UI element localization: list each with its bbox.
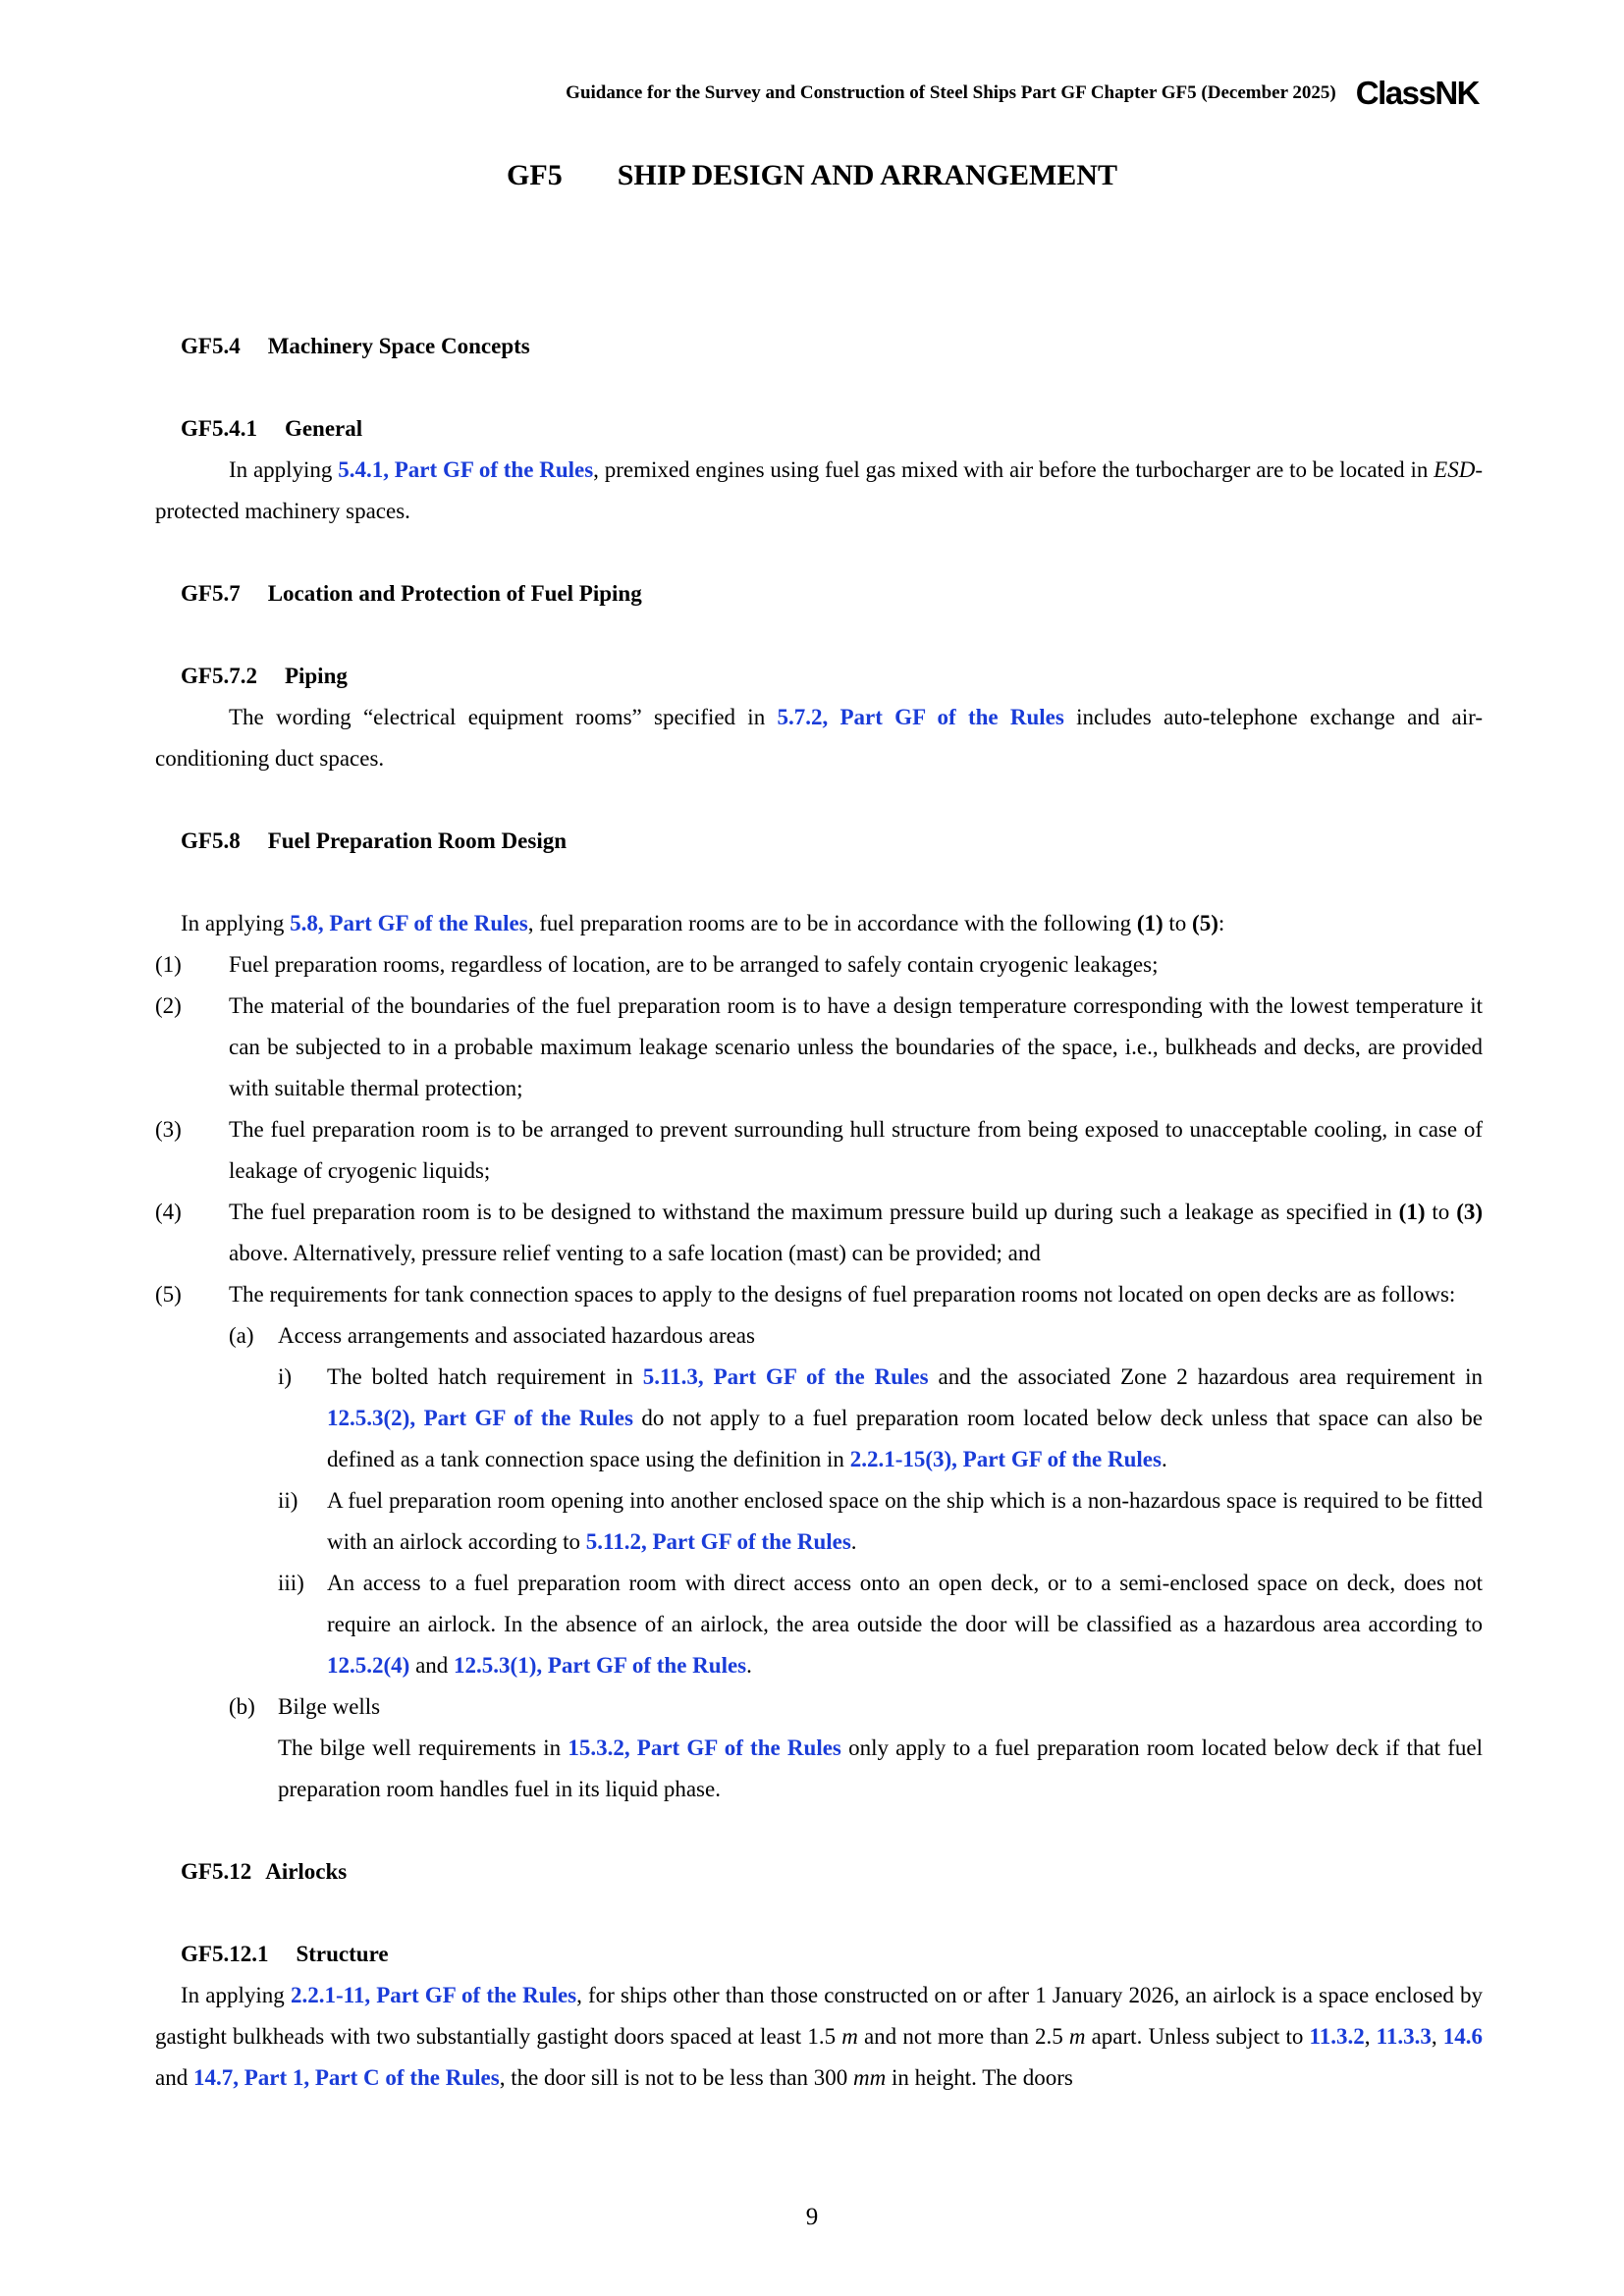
page-body	[155, 326, 1483, 2099]
rule-link[interactable]: 5.7.2, Part GF of the Rules	[777, 705, 1064, 729]
list-item: (3) The fuel preparation room is to be arranged to prevent surrounding hull structure from being exposed to unacceptable cooling, in case of leakage of cryogenic liquids;	[155, 1117, 1483, 1183]
rule-link[interactable]: 14.6	[1442, 2024, 1483, 2049]
rule-link[interactable]: 12.5.3(1), Part GF of the Rules	[454, 1653, 747, 1678]
chapter-number: GF5	[507, 159, 563, 191]
header-title: Guidance for the Survey and Construction of Steel Ships Part GF Chapter GF5 (December 2025)	[566, 81, 1336, 103]
paragraph-gf5-7-2: The wording “electrical equipment rooms” specified in 5.7.2, Part GF of the Rules includes auto-telephone exchange and air-conditioning duct spaces.	[155, 705, 1483, 771]
section-heading-gf5-12: GF5.12 Airlocks	[181, 1859, 348, 1884]
bilge-wells-text: The bilge well requirements in 15.3.2, Part GF of the Rules only apply to a fuel preparation room located below deck if that fuel preparation room handles fuel in its liquid phase.	[278, 1735, 1483, 1801]
sub-list-item: (a) Access arrangements and associated hazardous areas	[229, 1323, 755, 1348]
paragraph-gf5-4-1: In applying 5.4.1, Part GF of the Rules, premixed engines using fuel gas mixed with air before the turbocharger are to be located in ESD-protected machinery spaces.	[155, 457, 1483, 523]
rule-link[interactable]: 12.5.2(4)	[327, 1653, 410, 1678]
list-item: (4) The fuel preparation room is to be designed to withstand the maximum pressure build up during such a leakage as specified in (1) to (3) above. Alternatively, pressure relief venting to a safe location (mast) can be provided; and	[155, 1200, 1484, 1265]
classnk-logo: ClassNK	[1355, 75, 1479, 111]
rule-link[interactable]: 5.11.2, Part GF of the Rules	[585, 1529, 851, 1554]
roman-list-item: iii) An access to a fuel preparation room with direct access onto an open deck, or to a semi-enclosed space on deck, does not require an airlock. In the absence of an airlock, the area outside the door will be classified as a hazardous area according to 12.5.2(4) and 12.5.3(1), Part GF of the Rules.	[278, 1571, 1483, 1678]
section-heading-gf5-7: GF5.7 Location and Protection of Fuel Piping	[181, 581, 642, 606]
rule-link[interactable]: 2.2.1-15(3), Part GF of the Rules	[849, 1447, 1162, 1471]
section-heading-gf5-8: GF5.8 Fuel Preparation Room Design	[181, 828, 568, 853]
subsection-heading-gf5-7-2: GF5.7.2 Piping	[181, 664, 348, 688]
rule-link[interactable]: 11.3.2	[1309, 2024, 1365, 2049]
rule-link[interactable]: 5.8, Part GF of the Rules	[290, 911, 528, 935]
rule-link[interactable]: 2.2.1-11, Part GF of the Rules	[290, 1983, 577, 2007]
list-item: (2) The material of the boundaries of the fuel preparation room is to have a design temperature corresponding with the lowest temperature it can be subjected to in a probable maximum leakage scenario unless the boundaries of the space, i.e., bulkheads and decks, are provided with suitable thermal protection;	[155, 993, 1483, 1100]
page-number: 9	[805, 2204, 819, 2230]
rule-link[interactable]: 5.4.1, Part GF of the Rules	[338, 457, 594, 482]
paragraph-gf5-12-1: In applying 2.2.1-11, Part GF of the Rules, for ships other than those constructed on or after 1 January 2026, an airlock is a space enclosed by gastight bulkheads with two substantially gastight doors spaced at least 1.5 m and not more than 2.5 m apart. Unless subject to 11.3.2, 11.3.3, 14.6 and 14.7, Part 1, Part C of the Rules, the door sill is not to be less than 300 mm in height. The doors	[155, 1983, 1483, 2090]
rule-link[interactable]: 15.3.2, Part GF of the Rules	[568, 1735, 841, 1760]
roman-list-item: i) The bolted hatch requirement in 5.11.3, Part GF of the Rules and the associated Zone 2 hazardous area requirement in 12.5.3(2), Part GF of the Rules do not apply to a fuel preparation room located below deck unless that space can also be defined as a tank connection space using the definition in 2.2.1-15(3), Part GF of the Rules.	[278, 1364, 1484, 1471]
section-heading-gf5-4: GF5.4 Machinery Space Concepts	[181, 334, 530, 358]
rule-link[interactable]: 5.11.3, Part GF of the Rules	[642, 1364, 929, 1389]
rule-link[interactable]: 12.5.3(2), Part GF of the Rules	[327, 1406, 633, 1430]
rule-link[interactable]: 14.7, Part 1, Part C of the Rules	[192, 2065, 500, 2090]
rule-link[interactable]: 11.3.3	[1376, 2024, 1432, 2049]
sub-list-item: (b) Bilge wells	[229, 1694, 381, 1719]
running-header	[566, 77, 1479, 109]
list-item: (5) The requirements for tank connection spaces to apply to the designs of fuel preparation rooms not located on open decks are as follows:	[155, 1282, 1456, 1307]
chapter-name: SHIP DESIGN AND ARRANGEMENT	[617, 159, 1117, 191]
subsection-heading-gf5-12-1: GF5.12.1 Structure	[181, 1942, 389, 1966]
chapter-title	[0, 159, 1624, 192]
subsection-heading-gf5-4-1: GF5.4.1 General	[181, 416, 363, 441]
roman-list-item: ii) A fuel preparation room opening into another enclosed space on the ship which is a non-hazardous space is required to be fitted with an airlock according to 5.11.2, Part GF of the Rules.	[278, 1488, 1483, 1554]
paragraph-gf5-8-intro: In applying 5.8, Part GF of the Rules, fuel preparation rooms are to be in accordance with the following (1) to (5):	[181, 911, 1225, 935]
list-item: (1) Fuel preparation rooms, regardless of location, are to be arranged to safely contain cryogenic leakages;	[155, 952, 1159, 977]
